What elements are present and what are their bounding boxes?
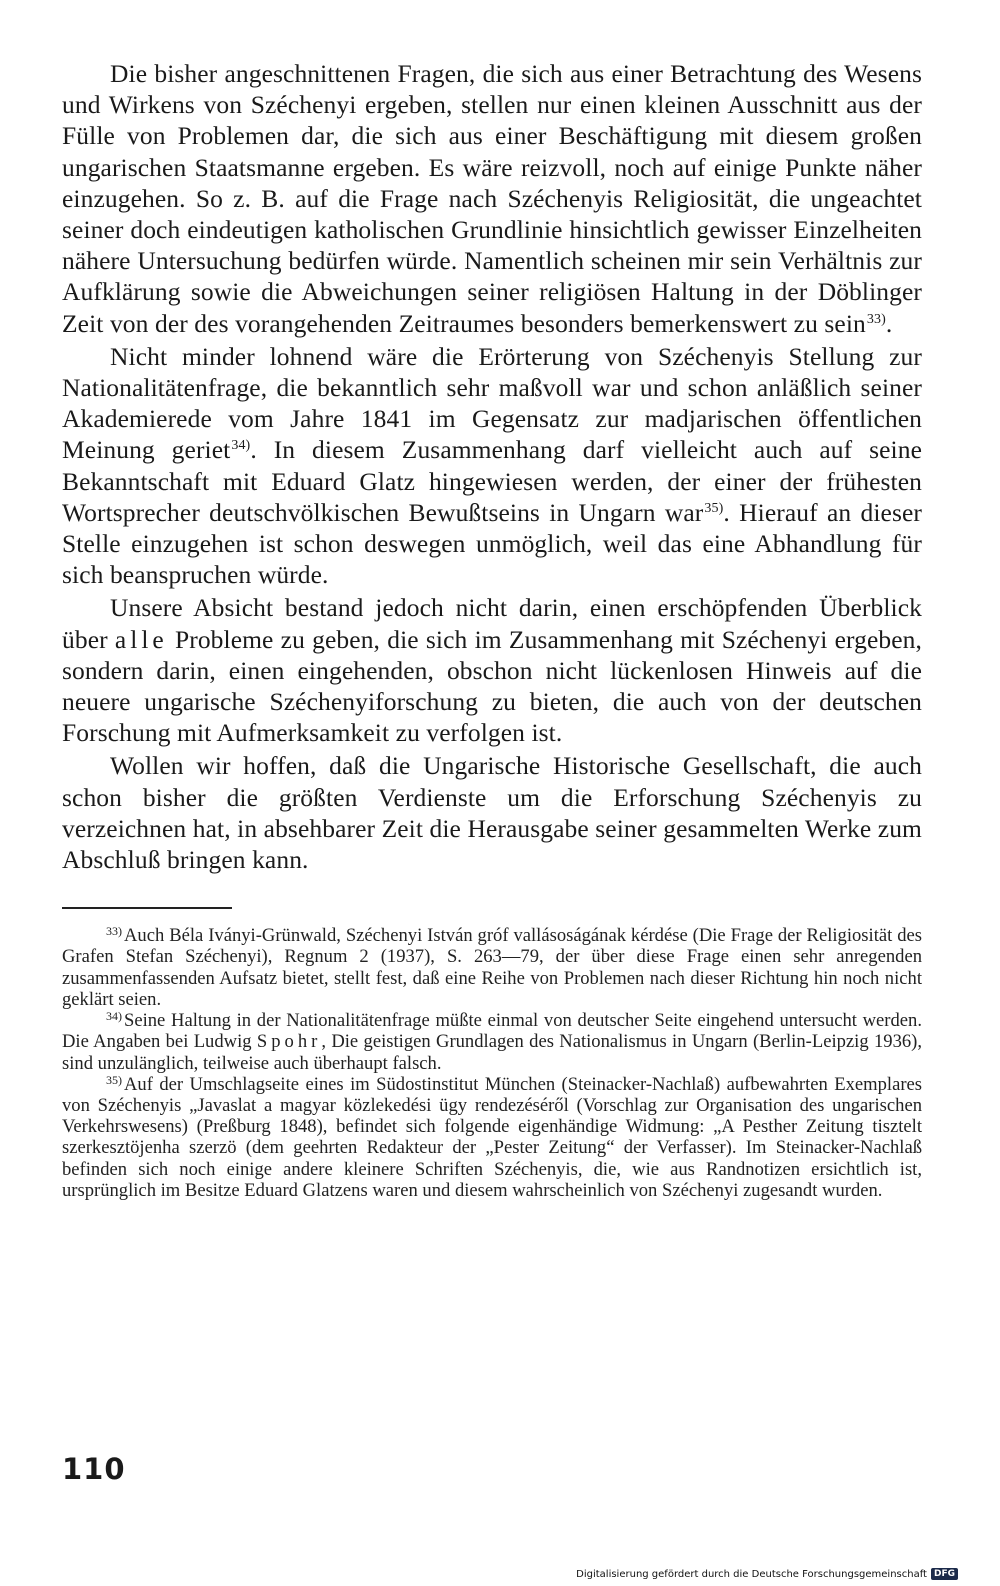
footnote-34-number: 34)	[106, 1009, 122, 1024]
footnote-35-text: Auf der Umschlagseite eines im Südostinstitut München (Steinacker-Nachlaß) aufbewahrten Exemplares von Széchenyis „Javaslat a magyar közlekedési ügy rendezéséről (Vorschlag zur Organisation des ungarischen Verkehrswesens) (Preßburg 1848), befindet sich folgende eigenhändige Widmung: „A Pesther Zeitung tisztelt szerkesztöjenha szerzö (dem geehrten Redakteur der „Pester Zeitung“ der Verfasser). Im Steinacker-Nachlaß befinden sich noch einige andere kleinere Schriften Széchenyis, die, wie aus Randnotizen ersichtlich ist, ursprünglich im Besitze Eduard Glatzens waren und diesem wahrscheinlich von Széchenyi zugesandt wurden.	[62, 1073, 922, 1201]
footnote-34-text-b: , Die geistigen Grundlagen des Nationalismus in Ungarn (Berlin-Leipzig 1936), sind unzulänglich, teilweise auch überhaupt falsch.	[62, 1031, 922, 1074]
paragraph-2-text-b: . In diesem Zusammenhang darf vielleicht auch auf seine Bekanntschaft mit Eduard Glatz hingewiesen werden, der einer der frühesten Wortsprecher deutschvölkischen Bewußtseins in Ungarn war	[62, 435, 922, 527]
paragraph-4	[62, 750, 922, 875]
footnote-34-author: Spohr	[256, 1031, 322, 1053]
digitization-credit	[576, 1568, 958, 1580]
paragraph-1	[62, 58, 922, 339]
footnote-divider	[62, 907, 232, 909]
emphasis-alle: alle	[114, 624, 168, 654]
paragraph-4-text: Wollen wir hoffen, daß die Ungarische Historische Gesellschaft, die auch schon bisher die größten Verdienste um die Erforschung Széchenyis zu verzeichnen hat, in absehbarer Zeit die Herausgabe seiner gesammelten Werke zum Abschluß bringen kann.	[62, 751, 922, 875]
page-number: 110	[62, 1452, 126, 1486]
footnote-ref-34: 34)	[231, 438, 251, 454]
footnote-35-number: 35)	[106, 1072, 122, 1087]
footnote-33-number: 33)	[106, 924, 122, 939]
page-body	[62, 58, 922, 1201]
paragraph-1-text: Die bisher angeschnittenen Fragen, die sich aus einer Betrachtung des Wesens und Wirkens von Széchenyi ergeben, stellen nur einen kleinen Ausschnitt aus der Fülle von Problemen dar, die sich aus einer Beschäftigung mit diesem großen ungarischen Staatsmanne ergeben. Es wäre reizvoll, noch auf einige Punkte näher einzugehen. So z. B. auf die Frage nach Széchenyis Religiosität, die ungeachtet seiner doch eindeutigen katholischen Grundlinie hinsichtlich gewisser Einzelheiten nähere Untersuchung bedürfen würde. Namentlich scheinen mir sein Verhältnis zur Aufklärung sowie die Abweichungen seiner religiösen Haltung in der Döblinger Zeit von der des vorangehenden Zeitraumes besonders bemerkenswert zu sein	[62, 59, 922, 338]
footnote-ref-35: 35)	[704, 500, 724, 516]
paragraph-3-text-b: Probleme zu geben, die sich im Zusammenhang mit Széchenyi ergeben, sondern darin, einen eingehenden, obschon nicht lückenlosen Hinweis auf die neuere ungarische Széchenyiforschung zu bieten, die auch von der deutschen Forschung mit Aufmerksamkeit zu verfolgen ist.	[62, 624, 922, 748]
paragraph-2-text-c: . Hierauf an dieser Stelle einzugehen ist schon deswegen unmöglich, weil das eine Abhandlung für sich beanspruchen würde.	[62, 497, 922, 590]
paragraph-3	[62, 592, 922, 748]
footnote-33-text: Auch Béla Iványi-Grünwald, Széchenyi István gróf vallásoságának kérdése (Die Frage der Religiosität des Grafen Stefan Széchenyi), Regnum 2 (1937), S. 263—79, der über diese Frage einen sehr anregenden zusammenfassenden Aufsatz bietet, stellt fest, daß eine Reihe von Problemen nach dieser Richtung hin noch nicht geklärt seien.	[62, 925, 922, 1010]
credit-text: Digitalisierung gefördert durch die Deutsche Forschungsgemeinschaft	[576, 1568, 927, 1580]
paragraph-2	[62, 341, 922, 591]
footnote-ref-33: 33)	[866, 311, 886, 327]
paragraph-3-text-a: Unsere Absicht bestand jedoch nicht darin, einen erschöpfenden Überblick über	[62, 593, 922, 654]
footnote-35	[62, 1074, 922, 1201]
footnote-34-text-a: Seine Haltung in der Nationalitätenfrage müßte einmal von deutscher Seite eingehend untersucht werden. Die Angaben bei Ludwig	[62, 1010, 922, 1053]
paragraph-2-text-a: Nicht minder lohnend wäre die Erörterung von Széchenyis Stellung zur Nationalitätenfrage, die bekanntlich sehr maßvoll war und schon anläßlich seiner Akademierede vom Jahre 1841 im Gegensatz zur madjarischen öffentlichen Meinung geriet	[62, 341, 922, 465]
paragraph-1-end: .	[885, 308, 893, 338]
footnote-34	[62, 1010, 922, 1074]
footnote-33	[62, 925, 922, 1010]
dfg-logo: DFG	[931, 1568, 958, 1580]
